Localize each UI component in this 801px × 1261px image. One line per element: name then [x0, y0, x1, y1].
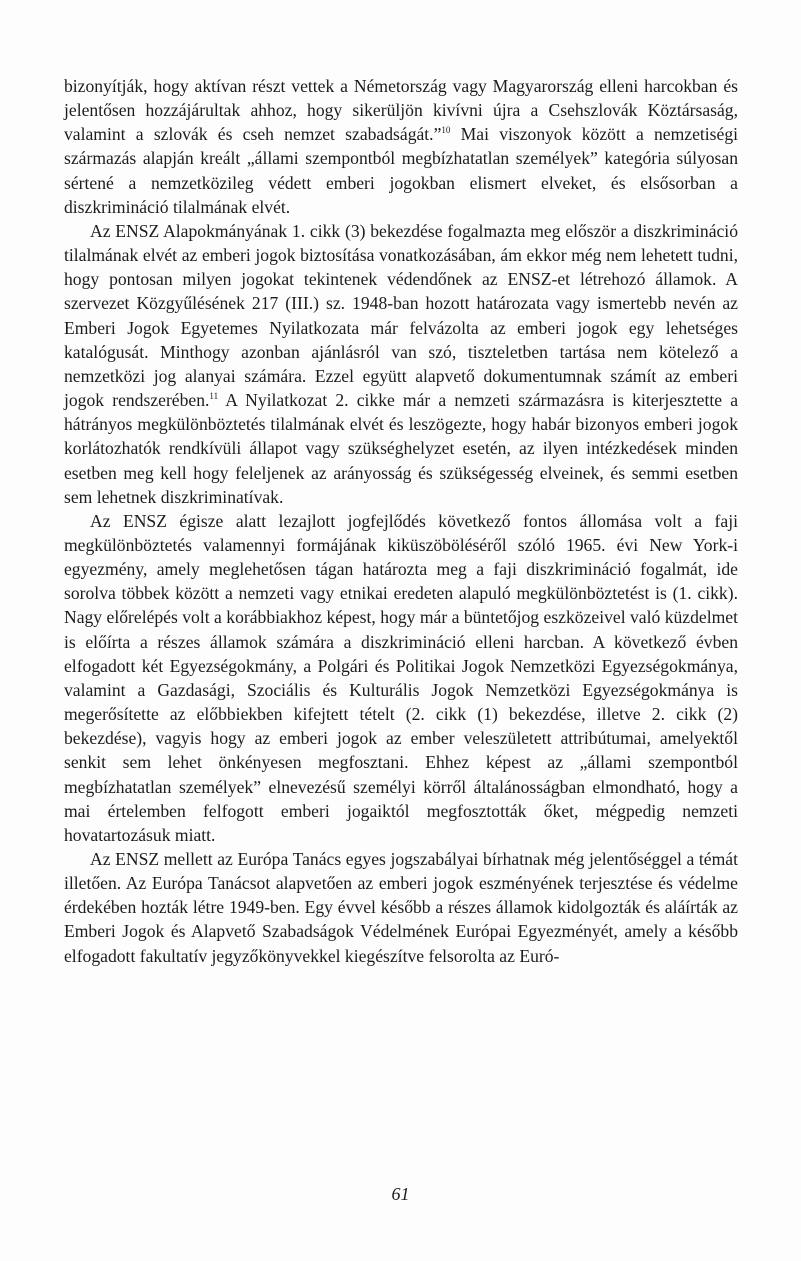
- paragraph-2: [64, 219, 738, 509]
- paragraph-text: Az ENSZ mellett az Európa Tanács egyes jogszabályai bírhatnak még jelentőséggel a témát illetően. Az Európa Tanácsot alapvetően az emberi jogok eszményének terjesztése és védelme érdekében hozták létre 1949-ben. Egy évvel később a részes államok kidolgozták és aláírták az Emberi Jogok és Alapvető Szabadságok Védelmének Európai Egyezményét, amely a később elfogadott fakultatív jegyzőkönyvekkel kiegészítve felsorolta az Euró-: [64, 849, 738, 966]
- paragraph-text: bizonyítják, hogy aktívan részt vettek a Németország vagy Magyarország elleni harcokban és jelentősen hozzájárultak ahhoz, hogy sikerüljön kivívni újra a Csehszlovák Köztársaság, valamint a szlovák és cseh nemzet szabadságát.”: [64, 76, 738, 145]
- footnote-reference: 11: [209, 391, 219, 402]
- footnote-reference: 10: [441, 125, 451, 136]
- paragraph-4: [64, 847, 738, 968]
- paragraph-text: A Nyilatkozat 2. cikke már a nemzeti származásra is kiterjesztette a hátrányos megkülönböztetés tilalmának elvét és leszögezte, hogy habár bizonyos emberi jogok korlátozhatók rendkívüli állapot vagy szükséghelyzet esetén, az ilyen intézkedések minden esetben meg kell hogy feleljenek az arányosság és szükségesség elveinek, és semmi esetben sem lehetnek diszkriminatívak.: [64, 390, 739, 507]
- page-number: 61: [391, 1184, 410, 1204]
- paragraph-text: Mai viszonyok között a nemzetiségi származás alapján kreált „állami szempontból megbízhatatlan személyek” kategória súlyosan sértené a nemzetközileg védett emberi jogokban elismert elveket, és elsősorban a diszkrimináció tilalmának elvét.: [64, 124, 739, 217]
- paragraph-1: [64, 74, 738, 219]
- paragraph-3: [64, 509, 738, 847]
- paragraph-text: Az ENSZ égisze alatt lezajlott jogfejlődés következő fontos állomása volt a faji megkülönböztetés valamennyi formájának kiküszöböléséről szóló 1965. évi New York-i egyezmény, amely meglehetősen tágan határozta meg a faji diszkrimináció fogalmát, ide sorolva többek között a nemzeti vagy etnikai eredeten alapuló megkülönböztetést is (1. cikk). Nagy előrelépés volt a korábbiakhoz képest, hogy már a büntetőjog eszközeivel való küzdelmet is előírta a részes államok számára a diszkrimináció elleni harcban. A következő évben elfogadott két Egyezségokmány, a Polgári és Politikai Jogok Nemzetközi Egyezségokmánya, valamint a Gazdasági, Szociális és Kulturális Jogok Nemzetközi Egyezségokmánya is megerősítette az előbbiekben kifejtett tételt (2. cikk (1) bekezdése, illetve 2. cikk (2) bekezdése), vagyis hogy az emberi jogok az ember veleszületett attribútumai, amelyektől senkit sem lehet önkényesen megfosztani. Ehhez képest az „állami szempontból megbízhatatlan személyek” elnevezésű személyi körről általánosságban elmondható, hogy a mai értelemben felfogott emberi jogaiktól megfosztották őket, mégpedig nemzeti hovatartozásuk miatt.: [64, 510, 738, 845]
- paragraph-text: Az ENSZ Alapokmányának 1. cikk (3) bekezdése fogalmazta meg először a diszkrimináció tilalmának elvét az emberi jogok biztosítása vonatkozásában, ám ekkor még nem lehetett tudni, hogy pontosan milyen jogokat tekintenek védendőnek az ENSZ-et létrehozó államok. A szervezet Közgyűlésének 217 (III.) sz. 1948-ban hozott határozata vagy ismertebb nevén az Emberi Jogok Egyetemes Nyilatkozata már felvázolta az emberi jogok egy lehetséges katalógusát. Minthogy azonban ajánlásról van szó, tiszteletben tartása nem kötelező a nemzetközi jog alanyai számára. Ezzel együtt alapvető dokumentumnak számít az emberi jogok rendszerében.: [64, 220, 738, 411]
- body-text: [64, 74, 738, 968]
